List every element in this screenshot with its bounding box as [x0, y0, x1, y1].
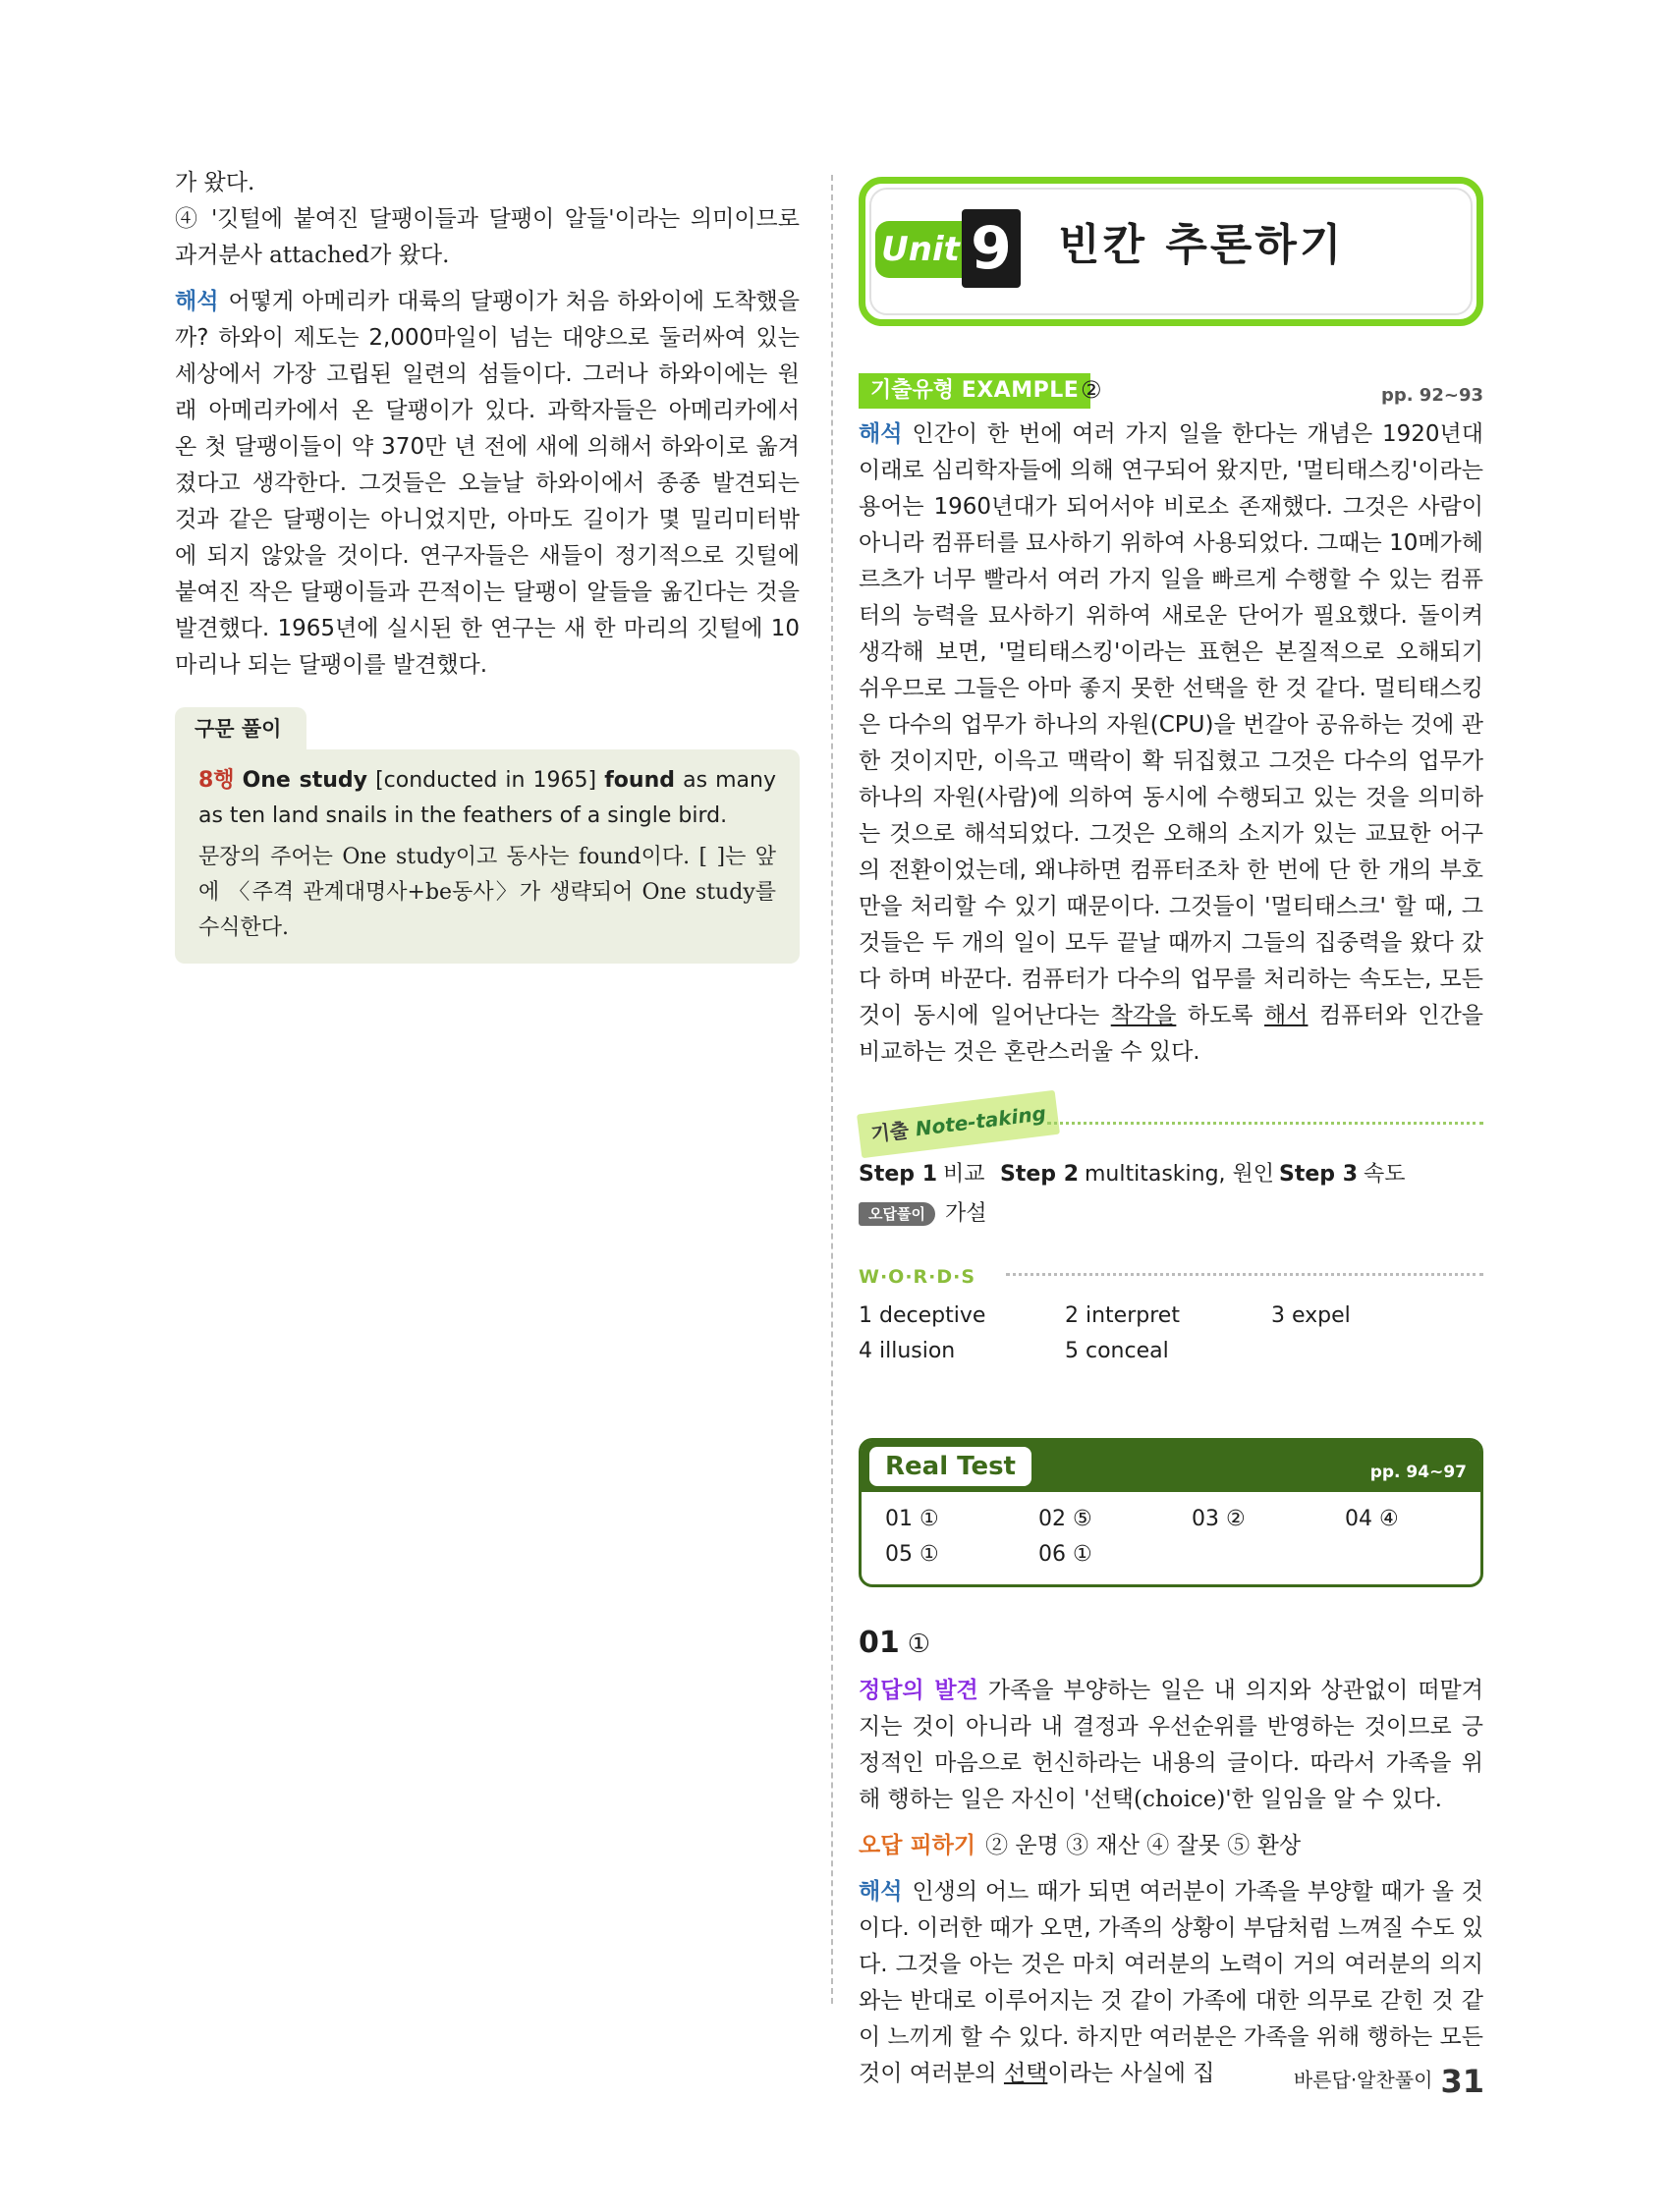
page-number: 31	[1440, 2063, 1484, 2100]
real-test-answer: 06 ①	[1038, 1542, 1092, 1567]
example-header	[859, 369, 1483, 413]
wrong-answer-row	[859, 1194, 1483, 1234]
grammar-subject: One study	[242, 768, 367, 793]
step-2-label: Step 2	[1000, 1162, 1079, 1187]
example-text-2: 컴퓨터와 인간을 비교하는 것은 혼란스러울 수 있다.	[859, 1003, 1484, 1065]
left-line-1: 가 왔다.	[175, 170, 255, 195]
real-test-pages: pp. 94~97	[1369, 1463, 1467, 1482]
left-translation	[175, 284, 800, 684]
grammar-bracket: [conducted in 1965]	[366, 768, 605, 793]
grammar-rest: as many as ten land snails in the feathers of a single bird.	[198, 768, 776, 828]
note-dotted-line	[1047, 1122, 1483, 1125]
example-answer: ②	[1081, 376, 1102, 404]
q01-trans-text-2: 이라는 사실에 집	[1047, 2061, 1215, 2086]
step-3-value: 속도	[1364, 1162, 1406, 1187]
note-taking-header	[859, 1096, 1483, 1155]
unit-chip: Unit	[875, 221, 966, 278]
example-text-mid: 하도록	[1176, 1003, 1265, 1028]
word-item: 5 conceal	[1065, 1339, 1169, 1363]
avoid-label: 오답 피하기	[859, 1833, 976, 1858]
real-test-title: Real Test	[869, 1447, 1031, 1486]
left-line-2: ④ '깃털에 붙여진 달팽이들과 달팽이 알들'이라는 의미이므로 과거분사 attached가 왔다.	[175, 206, 800, 268]
real-test-answer: 05 ①	[885, 1542, 939, 1567]
q01-trans-underline: 선택	[1003, 2061, 1048, 2086]
unit-banner	[859, 177, 1483, 326]
wrong-answer-tag: 오답풀이	[859, 1202, 935, 1226]
q01-translation	[859, 1874, 1483, 2092]
step-1-value: 비교	[943, 1162, 985, 1187]
example-underline-2: 해서	[1264, 1003, 1309, 1028]
real-test-answers	[885, 1502, 1498, 1573]
word-item: 4 illusion	[859, 1339, 956, 1363]
example-translation	[859, 416, 1483, 1071]
note-steps	[859, 1155, 1483, 1234]
note-tag-a: 기출	[869, 1118, 911, 1146]
step-2	[1000, 1155, 1279, 1194]
grammar-box	[175, 749, 800, 964]
page-footer	[1294, 2063, 1484, 2100]
example-underline-1: 착각을	[1110, 1003, 1177, 1028]
word-item: 1 deceptive	[859, 1303, 986, 1328]
example-tag-en: EXAMPLE	[961, 378, 1080, 403]
question-number: 01	[859, 1626, 900, 1660]
wrong-answer-value: 가설	[944, 1201, 987, 1226]
words-title: W·O·R·D·S	[859, 1266, 976, 1288]
note-tag-b: Note-taking	[914, 1101, 1048, 1141]
question-answer: ①	[907, 1630, 931, 1659]
note-taking-tag	[857, 1090, 1060, 1158]
unit-title: 빈칸 추론하기	[1058, 220, 1345, 270]
unit-number: 9	[962, 209, 1021, 288]
words-list	[859, 1299, 1483, 1369]
find-label: 정답의 발견	[859, 1678, 978, 1703]
real-test-box	[859, 1438, 1483, 1587]
example-tag	[859, 373, 1090, 409]
q01-trans-label: 해석	[859, 1879, 903, 1905]
q01-avoid	[859, 1828, 1483, 1864]
real-test-answer: 02 ⑤	[1038, 1507, 1092, 1531]
step-1	[859, 1155, 1000, 1194]
grammar-tab: 구문 풀이	[175, 707, 306, 749]
column-divider	[831, 175, 833, 2004]
translation-label: 해석	[175, 289, 219, 314]
step-1-label: Step 1	[859, 1162, 937, 1187]
q01-find	[859, 1673, 1483, 1818]
real-test-answer: 01 ①	[885, 1507, 939, 1531]
grammar-explain: 문장의 주어는 One study이고 동사는 found이다. [ ]는 앞에 〈주격 관계대명사+be동사〉가 생략되어 One study를 수식한다.	[198, 845, 776, 940]
grammar-sentence	[198, 763, 776, 834]
left-column	[175, 165, 800, 964]
grammar-row-ref: 8행	[198, 768, 235, 793]
find-text: 가족을 부양하는 일은 내 의지와 상관없이 떠맡겨지는 것이 아니라 내 결정과 우선순위를 반영하는 것이므로 긍정적인 마음으로 헌신하라는 내용의 글이다. 따라서 가족을 위해 행하는 일은 자신이 '선택(choice)'한 일임을 알 수 있다.	[859, 1678, 1483, 1812]
step-2-value: multitasking, 원인	[1085, 1162, 1275, 1187]
footer-label: 바른답·알찬풀이	[1293, 2068, 1433, 2092]
steps-row	[859, 1155, 1483, 1194]
word-item: 2 interpret	[1065, 1303, 1180, 1328]
example-tag-ko: 기출유형	[870, 378, 955, 403]
real-test-answer: 04 ④	[1345, 1507, 1399, 1531]
example-text-1: 인간이 한 번에 여러 가지 일을 한다는 개념은 1920년대 이래로 심리학자들에 의해 연구되어 왔지만, '멀티태스킹'이라는 용어는 1960년대가 되어서야 비로소 존재했다. 그것은 사람이 아니라 컴퓨터를 묘사하기 위하여 사용되었다. 그때는 10메가헤르츠가 너무 빨라서 여러 가지 일을 빠르게 수행할 수 있는 컴퓨터의 능력을 묘사하기 위하여 새로운 단어가 필요했다. 돌이켜 생각해 보면, '멀티태스킹'이라는 표현은 본질적으로 오해되기 쉬우므로 그들은 아마 좋지 못한 선택을 한 것 같다. 멀티태스킹은 다수의 업무가 하나의 자원(CPU)을 번갈아 공유하는 것에 관한 것이지만, 이윽고 맥락이 확 뒤집혔고 그것은 다수의 업무가 하나의 자원(사람)에 의하여 동시에 수행되고 있는 것을 의미하는 것으로 해석되었다. 그것은 오해의 소지가 있는 교묘한 어구의 전환이었는데, 왜냐하면 컴퓨터조차 한 번에 단 한 개의 부호만을 처리할 수 있기 때문이다. 그것들이 '멀티태스크' 할 때, 그것들은 두 개의 일이 모두 끝날 때까지 그들의 집중력을 왔다 갔다 하며 바꾼다. 컴퓨터가 다수의 업무를 처리하는 속도는, 모든 것이 동시에 일어난다는	[859, 421, 1483, 1028]
real-test-answer: 03 ②	[1192, 1507, 1246, 1531]
example-trans-label: 해석	[859, 421, 903, 447]
words-dotted-line	[1006, 1273, 1483, 1276]
words-header	[859, 1259, 1483, 1293]
question-01-heading	[859, 1625, 1483, 1663]
grammar-verb: found	[604, 768, 675, 793]
step-3	[1279, 1155, 1406, 1194]
translation-text: 어떻게 아메리카 대륙의 달팽이가 처음 하와이에 도착했을까? 하와이 제도는 2,000마일이 넘는 대양으로 둘러싸여 있는 세상에서 가장 고립된 일련의 섬들이다. 그러나 하와이에는 원래 아메리카에서 온 달팽이가 있다. 과학자들은 아메리카에서 온 첫 달팽이들이 약 370만 년 전에 새에 의해서 하와이로 옮겨졌다고 생각한다. 그것들은 오늘날 하와이에서 종종 발견되는 것과 같은 달팽이는 아니었지만, 아마도 길이가 몇 밀리미터밖에 되지 않았을 것이다. 연구자들은 새들이 정기적으로 깃털에 붙여진 작은 달팽이들과 끈적이는 달팽이 알들을 옮긴다는 것을 발견했다. 1965년에 실시된 한 연구는 새 한 마리의 깃털에 10마리나 되는 달팽이를 발견했다.	[175, 289, 800, 678]
step-3-label: Step 3	[1279, 1162, 1358, 1187]
example-pages: pp. 92~93	[1380, 385, 1483, 406]
q01-trans-text-1: 인생의 어느 때가 되면 여러분이 가족을 부양할 때가 올 것이다. 이러한 때가 오면, 가족의 상황이 부담처럼 느껴질 수도 있다. 그것을 아는 것은 마치 여러분의 노력이 거의 여러분의 의지와는 반대로 이루어지는 것 같이 가족에 대한 의무로 갇힌 것 같이 느끼게 할 수 있다. 하지만 여러분은 가족을 위해 행하는 모든 것이 여러분의	[859, 1879, 1483, 2086]
right-column	[859, 165, 1483, 2092]
word-item: 3 expel	[1271, 1303, 1351, 1328]
avoid-text: ② 운명 ③ 재산 ④ 잘못 ⑤ 환상	[985, 1833, 1302, 1858]
